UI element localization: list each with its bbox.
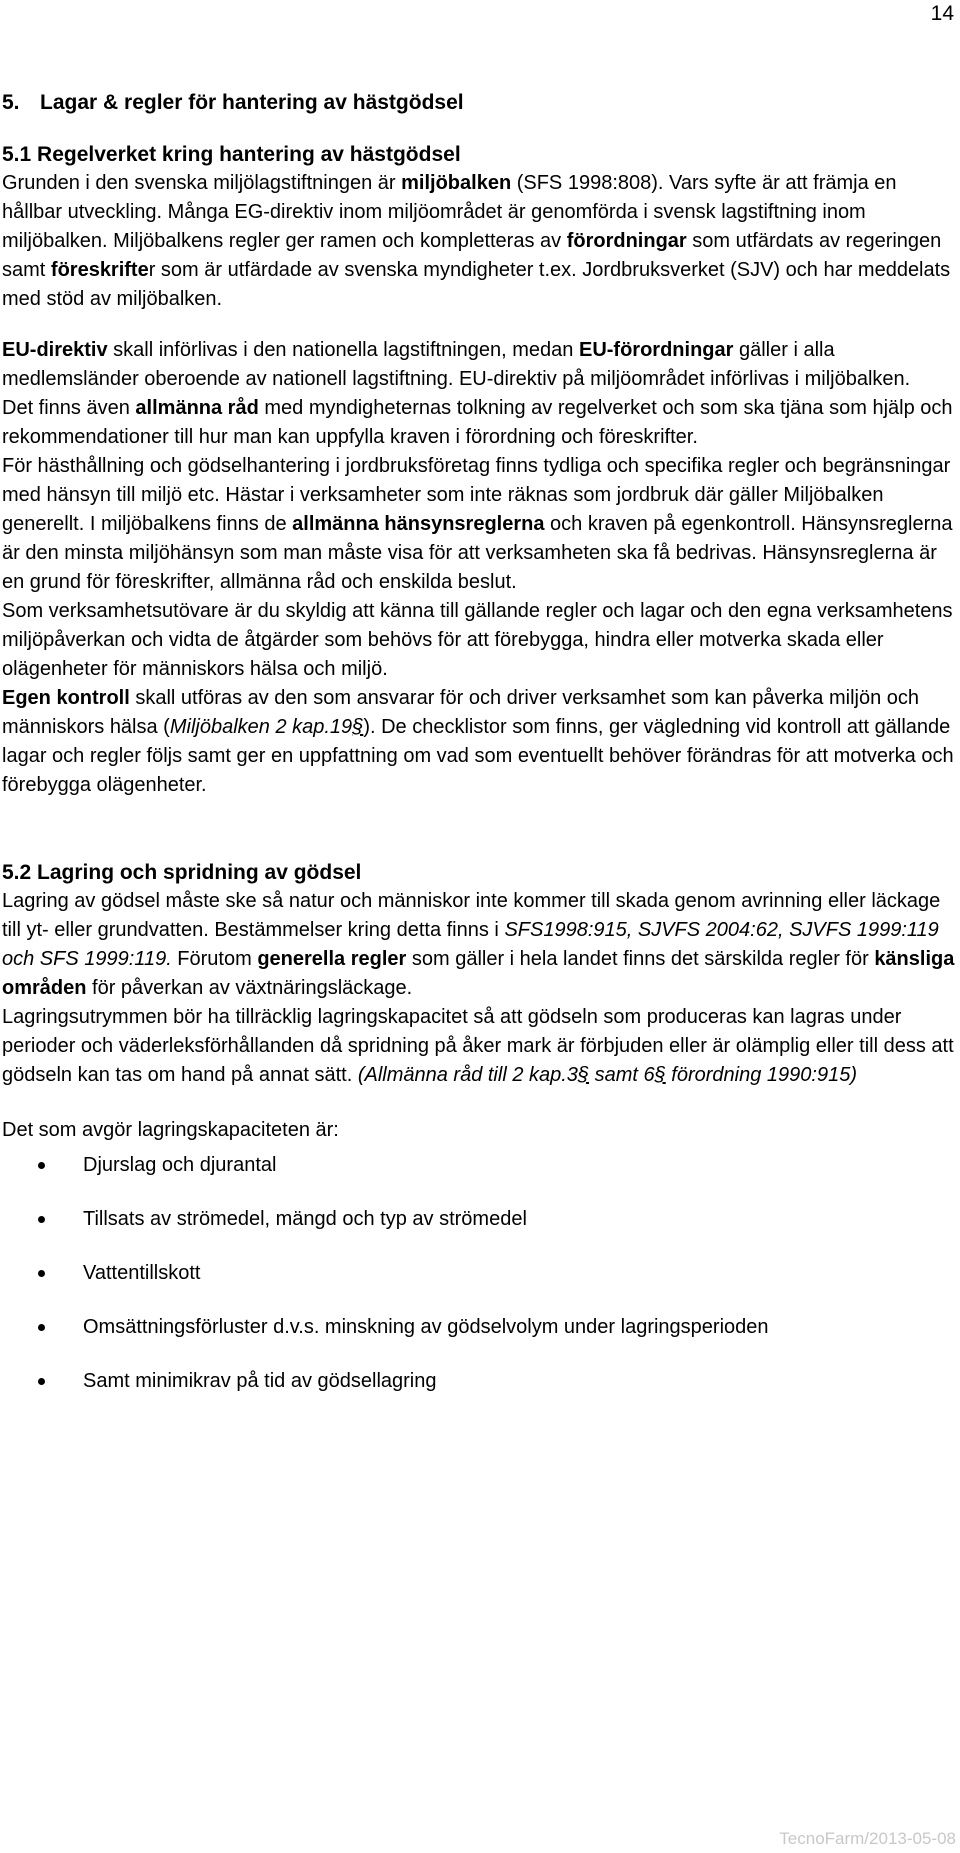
list-item: Omsättningsförluster d.v.s. minskning av gödselvolym under lagringsperioden xyxy=(0,1313,955,1342)
paragraph-verksamhetsutovare: Som verksamhetsutövare är du skyldig att känna till gällande regler och lagar och den egna verksamhetens miljöpåverkan och vidta de åtgärder som behövs för att förebygga, hindra eller motverka skada eller olägenheter för människors hälsa och miljö. xyxy=(2,600,953,680)
list-item: Djurslag och djurantal xyxy=(0,1151,955,1180)
bullet-icon xyxy=(38,1162,45,1169)
document-body xyxy=(0,88,955,1421)
paragraph-allmanna-rad: Det finns även allmänna råd med myndigheternas tolkning av regelverket och som ska tjäna som hjälp och rekommendationer till hur man kan uppfylla kraven i förordning och föreskrifter. xyxy=(2,397,953,448)
paragraph-lagringsutrymmen: Lagringsutrymmen bör ha tillräcklig lagringskapacitet så att gödseln som produceras kan lagras under perioder och väderleksförhållanden då spridning på åker mark är förbjuden eller är olämplig eller till dess att gödseln kan tas om hand på annat sätt. (Allmänna råd till 2 kap.3§ samt 6§ förordning 1990:915) xyxy=(2,1006,954,1086)
paragraph-hasthallning: För hästhållning och gödselhantering i jordbruksföretag finns tydliga och specifika regler och begränsningar med hänsyn till miljö etc. Hästar i verksamheter som inte räknas som jordbruk där gäller Miljöbalken generellt. I miljöbalkens finns de allmänna hänsynsreglerna och kraven på egenkontroll. Hänsynsreglerna är den minsta miljöhänsyn som man måste visa för att verksamheten ska få bedrivas. Hänsynsreglerna är en grund för föreskrifter, allmänna råd och enskilda beslut. xyxy=(2,455,953,593)
page-number: 14 xyxy=(930,2,954,25)
footer-watermark: TecnoFarm/2013-05-08 xyxy=(779,1829,956,1848)
bullet-icon xyxy=(38,1378,45,1385)
list-item: Tillsats av strömedel, mängd och typ av strömedel xyxy=(0,1205,955,1234)
bullet-list xyxy=(0,1151,955,1396)
bullet-icon xyxy=(38,1270,45,1277)
bullet-icon xyxy=(38,1216,45,1223)
paragraph-miljobalken: Grunden i den svenska miljölagstiftningen är miljöbalken (SFS 1998:808). Vars syfte är att främja en hållbar utveckling. Många EG-direktiv inom miljöområdet är genomförda i svensk lagstiftning inom miljöbalken. Miljöbalkens regler ger ramen och kompletteras av förordningar som utfärdats av regeringen samt föreskrifter som är utfärdade av svenska myndigheter t.ex. Jordbruksverket (SJV) och har meddelats med stöd av miljöbalken. xyxy=(2,172,951,310)
section-5-title: Lagar & regler för hantering av hästgödsel xyxy=(40,91,464,114)
list-item: Vattentillskott xyxy=(0,1259,955,1288)
paragraph-eu-direktiv: EU-direktiv skall införlivas i den nationella lagstiftningen, medan EU-förordningar gäller i alla medlemsländer oberoende av nationell lagstiftning. EU-direktiv på miljöområdet införlivas i miljöbalken. xyxy=(2,339,911,390)
section-5-2-heading: 5.2 Lagring och spridning av gödsel xyxy=(2,861,362,884)
list-item: Samt minimikrav på tid av gödsellagring xyxy=(0,1367,955,1396)
bullet-icon xyxy=(38,1324,45,1331)
section-5-number: 5. xyxy=(2,91,20,114)
paragraph-lagring: Lagring av gödsel måste ske så natur och människor inte kommer till skada genom avrinning eller läckage till yt- eller grundvatten. Bestämmelser kring detta finns i SFS1998:915, SJVFS 2004:62, SJVFS 1999:119 och SFS 1999:119. Förutom generella regler som gäller i hela landet finns det särskilda regler för känsliga områden för påverkan av växtnäringsläckage. xyxy=(2,890,955,999)
section-5-1-heading: 5.1 Regelverket kring hantering av hästgödsel xyxy=(2,143,461,166)
paragraph-lagringskapacitet-intro: Det som avgör lagringskapaciteten är: xyxy=(2,1119,339,1141)
section-5-heading xyxy=(0,88,955,118)
paragraph-egen-kontroll: Egen kontroll skall utföras av den som ansvarar för och driver verksamhet som kan påverka miljön och människors hälsa (Miljöbalken 2 kap.19§). De checklistor som finns, ger vägledning vid kontroll att gällande lagar och regler följs samt ger en uppfattning om vad som eventuellt behöver förändras för att motverka och förebygga olägenheter. xyxy=(2,687,954,796)
